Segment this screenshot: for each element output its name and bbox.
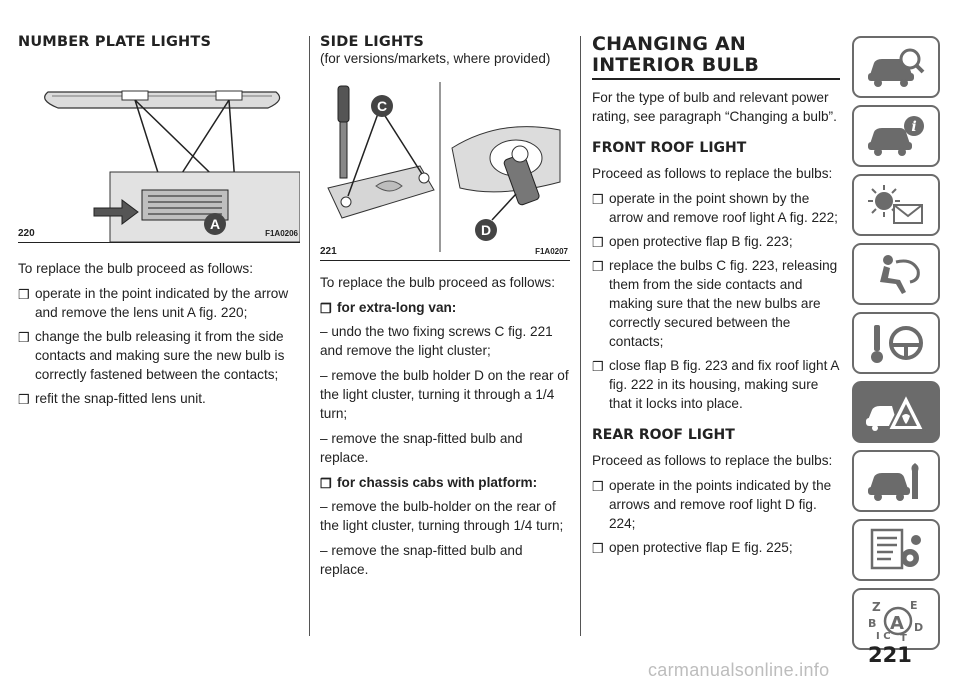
list-item: ❒ close flap B fig. 223 and fix roof light A fig. 222 in its housing, making sure that it locks into place. <box>592 358 839 411</box>
intro-text: To replace the bulb proceed as follows: <box>18 261 254 276</box>
interior-bulb-section <box>592 34 840 562</box>
svg-text:Z: Z <box>872 600 881 614</box>
number-plate-light-illustration <box>18 64 300 242</box>
section-heading-number-plate-lights: NUMBER PLATE LIGHTS <box>18 34 212 50</box>
svg-text:I C: I C <box>876 631 891 641</box>
subheading-rear-roof-light: REAR ROOF LIGHT <box>592 427 735 443</box>
tab-maintenance[interactable] <box>852 450 940 512</box>
key-steering-icon <box>866 321 926 365</box>
list-item: ❒ replace the bulbs C fig. 223, releasing them from the side contacts and making sure that the new bulbs are correctly secured between the contacts; <box>592 258 838 349</box>
checklist-gear-icon <box>866 528 926 572</box>
list-item: ❒ operate in the point indicated by the arrow and remove the lens unit A fig. 220; <box>18 286 289 320</box>
tab-getting-to-know[interactable] <box>852 105 940 167</box>
alphabet-index-icon <box>866 597 926 641</box>
tab-safety[interactable] <box>852 243 940 305</box>
checkbox-icon: ❒ <box>320 476 332 491</box>
tab-warning-lights[interactable] <box>852 174 940 236</box>
list-item: ❒ open protective flap B fig. 223; <box>592 234 793 250</box>
callout-d: D <box>480 222 492 238</box>
figure-code: F1A0207 <box>535 247 568 256</box>
watermark: carmanualsonline.info <box>648 660 830 680</box>
tab-starting-driving[interactable] <box>852 312 940 374</box>
checkbox-icon: ❒ <box>18 287 30 302</box>
intro-text: To replace the bulb proceed as follows: <box>320 275 556 290</box>
figure-220 <box>18 64 300 243</box>
number-plate-lights-section <box>18 34 300 413</box>
column-divider-2 <box>580 36 581 636</box>
car-wrench-icon <box>866 459 926 503</box>
checkbox-icon: ❒ <box>592 541 604 556</box>
column-divider-1 <box>309 36 310 636</box>
list-item: ❒ operate in the point shown by the arrow and remove roof light A fig. 222; <box>592 191 838 225</box>
callout-a: A <box>209 216 221 232</box>
instruction-text: – remove the bulb-holder on the rear of the light cluster, turning through 1/4 turn; <box>320 499 564 533</box>
chapter-tabs <box>852 36 942 657</box>
svg-text:i: i <box>911 119 917 135</box>
intro-text: For the type of bulb and relevant power rating, see paragraph “Changing a bulb”. <box>592 90 837 124</box>
instruction-text: – remove the snap-fitted bulb and replace. <box>320 431 523 465</box>
section-subnote: (for versions/markets, where provided) <box>320 51 551 66</box>
car-search-icon <box>866 45 926 89</box>
tab-in-an-emergency[interactable] <box>852 381 940 443</box>
figure-221 <box>320 78 570 261</box>
checkbox-icon: ❒ <box>592 479 604 494</box>
list-item: ❒ open protective flap E fig. 225; <box>592 540 793 556</box>
checkbox-icon: ❒ <box>592 235 604 250</box>
checkbox-icon: ❒ <box>18 392 30 407</box>
page-number: 221 <box>868 643 912 667</box>
checkbox-icon: ❒ <box>18 330 30 345</box>
svg-text:T: T <box>900 633 907 641</box>
checkbox-icon: ❒ <box>592 359 604 374</box>
instruction-text: – undo the two fixing screws C fig. 221 and remove the light cluster; <box>320 324 553 358</box>
figure-number: 220 <box>18 228 35 239</box>
side-light-illustration <box>320 78 570 260</box>
warning-lights-icon <box>866 183 926 227</box>
intro-text: Proceed as follows to replace the bulbs: <box>592 453 833 468</box>
instruction-text: – remove the snap-fitted bulb and replace. <box>320 543 523 577</box>
checkbox-icon: ❒ <box>592 192 604 207</box>
checkbox-icon: ❒ <box>320 301 332 316</box>
seat-airbag-icon <box>866 252 926 296</box>
svg-text:D: D <box>914 621 924 634</box>
car-info-icon <box>866 114 926 158</box>
car-warning-triangle-icon <box>866 390 926 434</box>
section-heading-side-lights: SIDE LIGHTS <box>320 34 425 50</box>
instruction-text: – remove the bulb holder D on the rear of the light cluster, turning it through a 1/4 turn; <box>320 368 569 421</box>
svg-text:A: A <box>890 613 904 634</box>
list-item: ❒ operate in the points indicated by the arrows and remove roof light D fig. 224; <box>592 478 832 531</box>
section-heading-interior-bulb: CHANGING AN INTERIOR BULB <box>592 34 840 80</box>
tab-dashboard[interactable] <box>852 36 940 98</box>
svg-text:B: B <box>868 617 877 630</box>
figure-number: 221 <box>320 246 337 257</box>
callout-c: C <box>376 98 388 114</box>
list-item: ❒ for chassis cabs with platform: <box>320 475 538 491</box>
intro-text: Proceed as follows to replace the bulbs: <box>592 166 833 181</box>
figure-code: F1A0206 <box>265 229 298 238</box>
tab-index[interactable] <box>852 588 940 650</box>
checkbox-icon: ❒ <box>592 259 604 274</box>
svg-text:E: E <box>910 599 918 612</box>
tab-technical-specs[interactable] <box>852 519 940 581</box>
list-item: ❒ change the bulb releasing it from the side contacts and making sure the new bulb is correctly fastened between the contacts; <box>18 329 285 382</box>
subheading-front-roof-light: FRONT ROOF LIGHT <box>592 140 747 156</box>
list-item: ❒ refit the snap-fitted lens unit. <box>18 391 206 407</box>
list-item: ❒ for extra-long van: <box>320 300 457 316</box>
side-lights-section <box>320 34 570 585</box>
